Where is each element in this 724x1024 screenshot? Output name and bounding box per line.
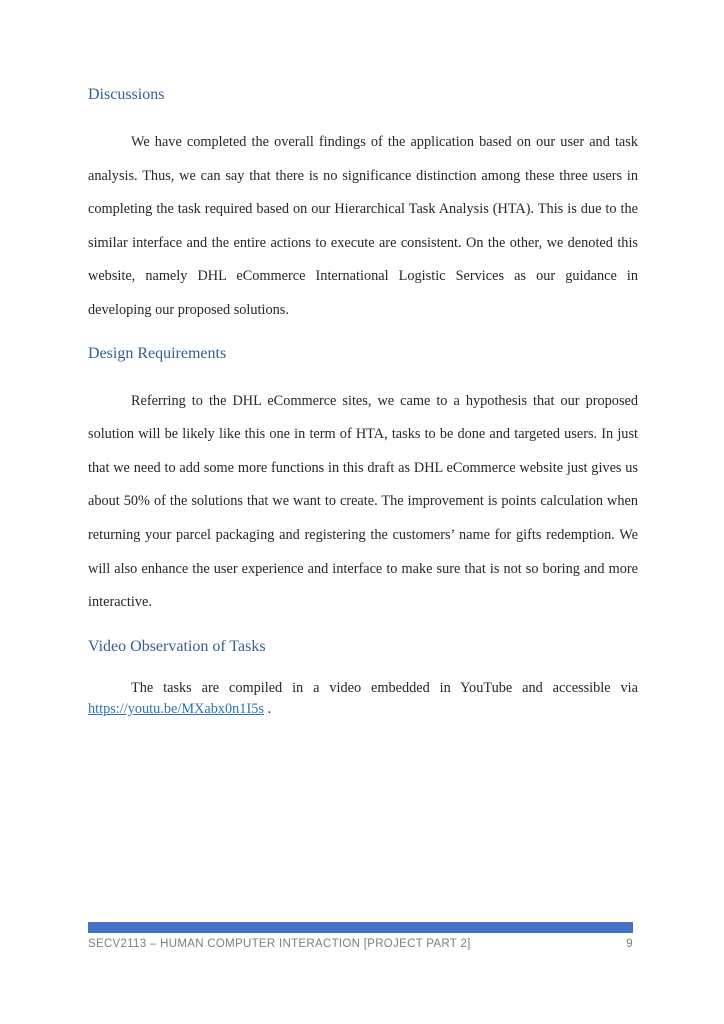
section-heading-video-observation: Video Observation of Tasks xyxy=(88,637,266,655)
footer-course-code: SECV2113 – HUMAN COMPUTER INTERACTION [PROJECT PART 2] xyxy=(88,938,471,950)
footer-page-number: 9 xyxy=(626,938,633,950)
paragraph-design-requirements: Referring to the DHL eCommerce sites, we came to a hypothesis that our proposed solution will be likely like this one in term of HTA, tasks to be done and targeted users. In just that we need to add some more functions in this draft as DHL eCommerce website just gives us about 50% of the solutions that we want to create. The improvement is points calculation when returning your parcel packaging and registering the customers’ name for gifts redemption. We will also enhance the user experience and interface to make sure that is not so boring and more interactive. xyxy=(88,392,638,611)
youtube-link[interactable]: https://youtu.be/MXabx0n1I5s xyxy=(88,700,264,717)
section-heading-discussions: Discussions xyxy=(88,86,165,103)
section-video-observation xyxy=(88,636,638,720)
section-discussions xyxy=(88,84,638,328)
paragraph-video-observation xyxy=(88,678,638,720)
video-observation-text: The tasks are compiled in a video embedded in YouTube and accessible via xyxy=(131,679,638,696)
page-footer xyxy=(88,938,633,950)
footer-divider-bar xyxy=(88,922,633,933)
paragraph-discussions: We have completed the overall findings of the application based on our user and task analysis. Thus, we can say that there is no significance distinction among these three users in completing the task required based on our Hierarchical Task Analysis (HTA). This is due to the similar interface and the entire actions to execute are consistent. On the other, we denoted this website, namely DHL eCommerce International Logistic Services as our guidance in developing our proposed solutions. xyxy=(88,134,638,318)
document-body xyxy=(88,84,638,720)
section-design-requirements xyxy=(88,343,638,620)
section-heading-design-requirements: Design Requirements xyxy=(88,344,227,362)
link-suffix-text: . xyxy=(263,700,272,717)
